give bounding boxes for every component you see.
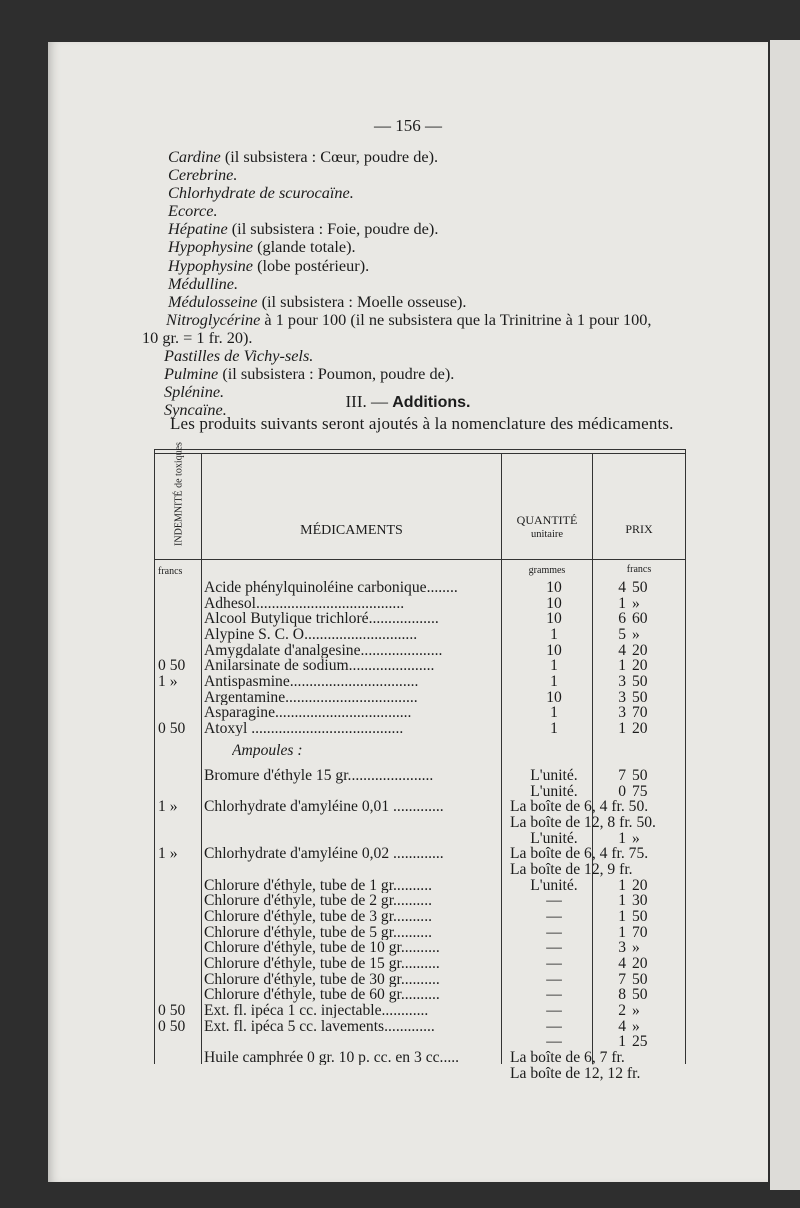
table-row [154,956,686,972]
table-row [154,987,686,1003]
removed-entries-list [142,147,728,420]
price-francs: 4 [618,579,626,596]
price-centimes: 50 [632,908,648,925]
table-row [154,925,686,941]
section-number: III. — [345,392,388,411]
entry-name: Nitroglycérine [166,309,261,329]
price-centimes: 20 [632,719,648,737]
price-francs: 2 [618,1001,626,1019]
medicament-name: Chlorure d'éthyle, tube de 15 gr.......... [204,955,440,972]
quantity-cell: — [546,1001,562,1019]
medicament-name: Chlorure d'éthyle, tube de 2 gr.......... [204,893,433,909]
section-title: Additions. [392,394,471,411]
medicament-name: Chlorure d'éthyle, tube de 60 gr.......... [204,987,440,1003]
entry-note: (il subsistera : Foie, poudre de). [227,219,439,239]
quantity-price-cell: La boîte de 12, 9 fr. [510,861,633,879]
quantity-cell: — [546,1017,562,1035]
table-row [154,690,686,706]
price-francs: 1 [618,908,626,925]
price-centimes: 20 [632,876,648,894]
price-centimes: » [632,594,640,612]
table-row [154,611,686,627]
medicament-name: Chlorhydrate d'amyléine 0,02 ............. [204,846,444,862]
quantity-price-cell: La boîte de 12, 12 fr. [510,1064,641,1082]
entry-name: Syncaïne. [164,400,227,420]
price-centimes: 20 [632,657,648,675]
quantity-price-cell: La boîte de 12, 8 fr. 50. [510,814,656,832]
medicament-name: Chlorhydrate d'amyléine 0,01 ............. [204,799,444,816]
table-row [154,799,686,815]
table-top-rule [154,449,686,450]
unit-price: francs [626,564,652,575]
medicament-name: Bromure d'éthyle 15 gr...................... [204,768,434,784]
price-francs: 6 [618,610,626,628]
header-price: PRIX [625,522,653,536]
removed-entry [142,329,728,347]
price-centimes: 50 [632,672,648,690]
medicament-name: Chlorure d'éthyle, tube de 3 gr.......... [204,909,433,925]
price-cell [602,580,686,596]
medicament-name: Anilarsinate de sodium...................... [204,658,435,674]
medicament-name: Chlorure d'éthyle, tube de 30 gr.......... [204,971,440,988]
price-francs: 3 [618,939,626,957]
medicament-name: Chlorure d'éthyle, tube de 5 gr.......... [204,924,433,941]
price-centimes: 75 [632,782,648,800]
price-cell [602,721,686,737]
medicament-name: Ext. fl. ipéca 5 cc. lavements............. [204,1018,435,1035]
table-row [154,658,686,674]
quantity-cell: 1 [550,657,558,675]
price-cell [602,893,686,909]
quantity-cell: — [546,939,562,957]
price-centimes: 70 [632,704,648,722]
medicament-name: Amygdalate d'analgesine..................... [204,642,443,659]
price-centimes: 20 [632,641,648,659]
entry-note: 10 gr. = 1 fr. 20). [142,327,253,347]
adjacent-page-edge [770,40,800,1190]
quantity-cell: — [546,954,562,972]
table-row [154,862,686,878]
entry-note: (il subsistera : Cœur, poudre de). [220,147,439,166]
entry-name: Hypophysine [168,255,253,275]
price-cell [602,956,686,972]
medicament-name: Chlorure d'éthyle, tube de 10 gr.......... [204,940,440,956]
price-centimes: 20 [632,954,648,972]
quantity-cell: 1 [550,719,558,737]
price-cell [602,627,686,643]
price-francs: 0 [618,782,626,800]
price-francs: 4 [618,641,626,659]
table-row [154,1003,686,1019]
indemnity-cell: 0 50 [158,1001,186,1019]
price-francs: 3 [618,704,626,722]
price-francs: 1 [618,892,626,910]
removed-entry [168,220,728,238]
quantity-cell: — [546,923,562,941]
price-francs: 3 [618,688,626,706]
price-centimes: » [632,939,640,957]
removed-entry [168,238,728,256]
entry-note: (glande totale). [253,237,356,257]
unit-quantity: grammes [528,565,566,576]
medicament-name: Alypine S. C. O............................. [204,626,418,643]
table-row [154,705,686,721]
price-cell [602,972,686,988]
quantity-cell: 10 [546,641,562,659]
quantity-cell: 10 [546,594,562,612]
price-centimes: » [632,1001,640,1019]
quantity-cell: 10 [546,610,562,628]
price-francs: 1 [618,719,626,737]
price-centimes: » [632,625,640,643]
price-cell [602,1019,686,1035]
quantity-cell: L'unité. [530,829,578,847]
removed-entry [168,293,728,311]
entry-note: à 1 pour 100 (il ne subsistera que la Trinitrine à 1 pour 100, [260,309,652,329]
entry-name: Hypophysine [168,237,253,257]
quantity-cell: 10 [546,688,562,706]
price-cell [602,831,686,847]
entry-note: (lobe postérieur). [253,255,370,275]
price-cell [602,878,686,894]
removed-entry [166,311,728,329]
price-francs: 1 [618,829,626,847]
table-row [154,596,686,612]
quantity-cell: — [546,892,562,910]
medicament-name: Atoxyl ....................................... [204,720,404,737]
price-cell [602,768,686,784]
price-francs: 1 [618,876,626,894]
subheading: Ampoules : [232,742,303,759]
page-number: — 156 — [374,116,442,135]
table-row [154,1066,686,1082]
medicament-name: Acide phénylquinoléine carbonique........ [204,580,458,596]
price-cell [602,925,686,941]
header-medicaments: MÉDICAMENTS [300,523,403,538]
header-rule [154,559,686,560]
price-centimes: 50 [632,767,648,785]
removed-entry [168,257,728,275]
price-cell [602,784,686,800]
price-cell [602,940,686,956]
table-row [154,893,686,909]
table-row [154,831,686,847]
price-cell [602,987,686,1003]
price-francs: 1 [618,923,626,941]
entry-name: Pulmine [164,364,219,384]
price-cell [602,705,686,721]
quantity-cell: 1 [550,704,558,722]
removed-entry [164,365,728,383]
entry-name: Médulline. [168,273,239,293]
price-francs: 8 [618,986,626,1004]
header-quantity: QUANTITÉ [516,513,578,527]
removed-entry [168,275,728,293]
header-indemnity: INDEMNITÉ de toxiques [173,442,185,546]
entry-name: Cardine [168,147,221,166]
quantity-cell: — [546,908,562,925]
price-francs: 3 [618,672,626,690]
table-row [154,878,686,894]
medicament-name: Adhesol...................................... [204,595,405,612]
price-cell [602,643,686,659]
table-row [154,940,686,956]
table-row [154,768,686,784]
table-row [154,846,686,862]
indemnity-cell: 1 » [158,798,178,816]
intro-text: Les produits suivants seront ajoutés à la nomenclature des médicaments. [170,414,674,433]
quantity-cell: — [546,970,562,988]
price-cell [602,690,686,706]
price-centimes: » [632,829,640,847]
table-row [154,972,686,988]
price-cell [602,596,686,612]
table-row [154,1019,686,1035]
medicaments-table [154,442,686,1082]
price-francs: 1 [618,1033,626,1051]
entry-name: Chlorhydrate de scurocaïne. [168,183,354,203]
price-francs: 4 [618,1017,626,1035]
document-page [48,42,768,1182]
medicament-name: Argentamine.................................. [204,689,418,706]
price-centimes: 25 [632,1033,648,1051]
header-quantity-sub: unitaire [530,529,564,540]
indemnity-cell: 0 50 [158,1017,186,1035]
table-row [154,784,686,800]
price-francs: 1 [618,594,626,612]
quantity-price-cell: La boîte de 6, 4 fr. 75. [510,845,649,863]
removed-entry [164,347,728,365]
removed-entry [168,202,728,220]
price-francs: 4 [618,954,626,972]
price-cell [602,1003,686,1019]
price-cell [602,909,686,925]
indemnity-cell: 0 50 [158,719,186,737]
table-row [154,815,686,831]
entry-name: Médulosseine [168,291,258,311]
table-top-rule-2 [154,453,686,454]
price-centimes: » [632,1017,640,1035]
table-row [154,721,686,737]
quantity-cell: — [546,986,562,1004]
entry-name: Ecorce. [168,201,218,221]
indemnity-cell: 0 50 [158,657,186,675]
medicament-name: Ext. fl. ipéca 1 cc. injectable............ [204,1002,429,1019]
quantity-cell: 1 [550,625,558,643]
price-francs: 7 [618,970,626,988]
price-cell [602,1034,686,1050]
table-row [154,743,686,759]
price-centimes: 60 [632,610,648,628]
entry-note: (il subsistera : Poumon, poudre de). [218,364,455,384]
table-row [154,1034,686,1050]
price-cell [602,674,686,690]
price-centimes: 30 [632,892,648,910]
quantity-cell: L'unité. [530,767,578,785]
entry-name: Hépatine [168,219,228,239]
quantity-cell: — [546,1033,562,1051]
table-row [154,1050,686,1066]
medicament-name: Asparagine................................... [204,705,412,721]
unit-indemnity: francs [158,566,183,577]
removed-entry [168,166,728,184]
table-row [154,674,686,690]
quantity-cell: L'unité. [530,782,578,800]
medicament-name: Chlorure d'éthyle, tube de 1 gr.......... [204,877,433,894]
price-cell [602,611,686,627]
quantity-cell: L'unité. [530,876,578,894]
price-centimes: 50 [632,579,648,596]
table-row [154,643,686,659]
medicament-name: Huile camphrée 0 gr. 10 p. cc. en 3 cc..... [204,1049,460,1066]
removed-entry [168,148,728,166]
table-row [154,909,686,925]
price-centimes: 50 [632,970,648,988]
entry-name: Pastilles de Vichy-sels. [164,346,314,366]
medicament-name: Antispasmine................................. [204,673,419,690]
price-centimes: 70 [632,923,648,941]
price-centimes: 50 [632,688,648,706]
price-cell [602,658,686,674]
entry-name: Cerebrine. [168,165,238,185]
table-row [154,580,686,596]
medicament-name: Alcool Butylique trichloré.................. [204,611,439,627]
price-francs: 5 [618,625,626,643]
price-francs: 1 [618,657,626,675]
entry-name: Splénine. [164,382,225,402]
price-francs: 7 [618,767,626,785]
quantity-price-cell: La boîte de 6, 7 fr. [510,1048,625,1066]
entry-note: (il subsistera : Moelle osseuse). [257,291,467,311]
removed-entry [168,184,728,202]
quantity-price-cell: La boîte de 6, 4 fr. 50. [510,798,649,816]
table-row [154,627,686,643]
price-centimes: 50 [632,986,648,1004]
indemnity-cell: 1 » [158,845,178,863]
quantity-cell: 10 [546,579,562,596]
quantity-cell: 1 [550,672,558,690]
indemnity-cell: 1 » [158,672,178,690]
section-heading [48,392,768,412]
